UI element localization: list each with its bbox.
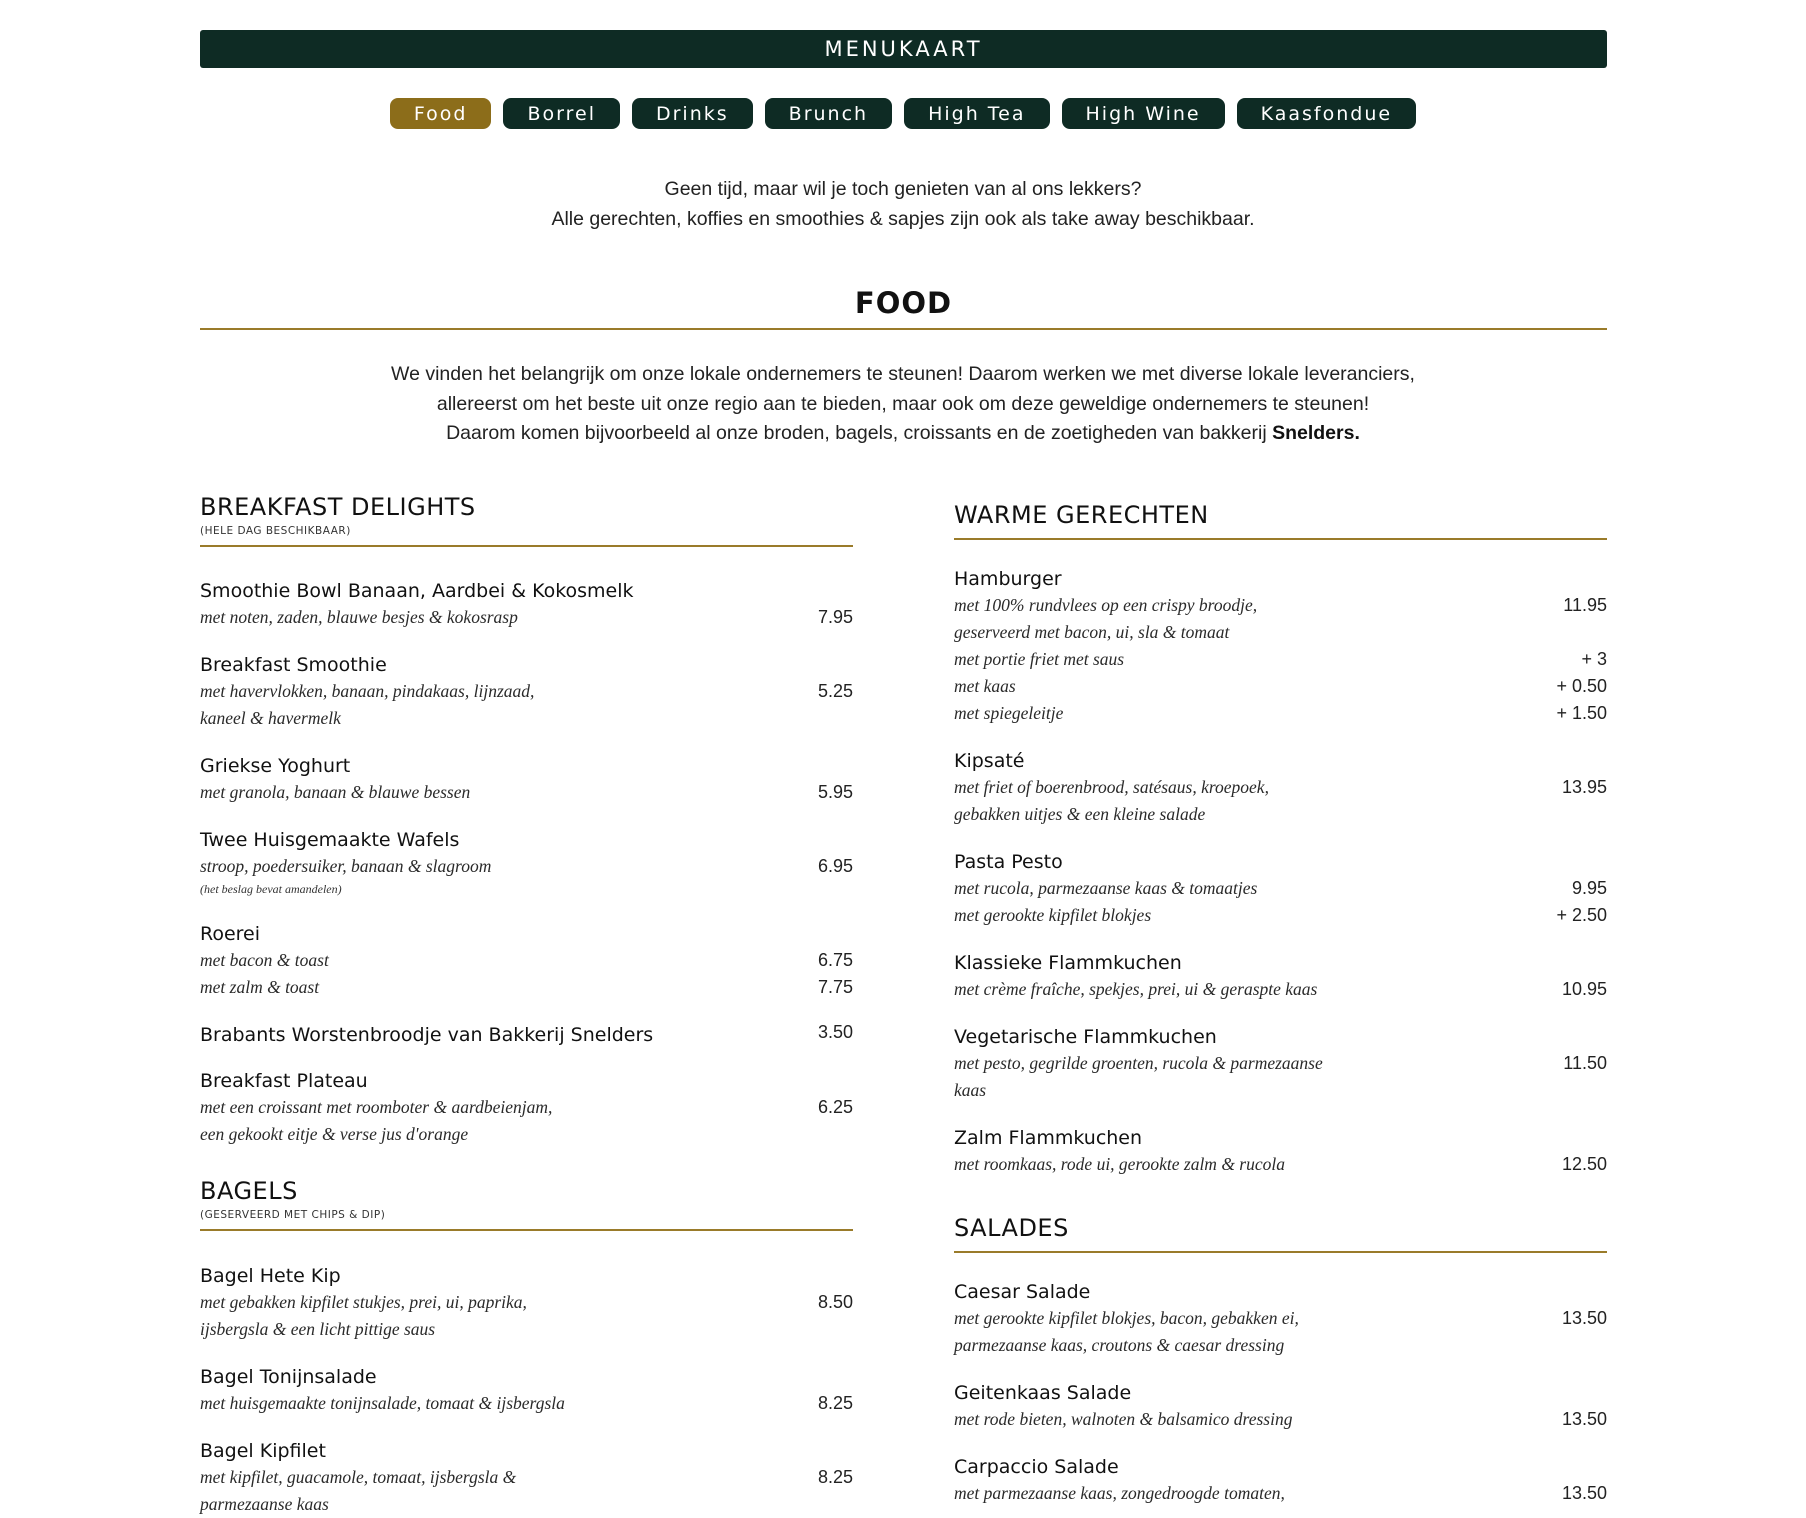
item-description [200,604,853,631]
item-price: 6.95 [817,856,853,876]
item-name: Smoothie Bowl Banaan, Aardbei & Kokosmelk [200,580,634,602]
item-description [200,1464,853,1491]
item-desc-text: met gebakken kipfilet stukjes, prei, ui, paprika, [200,1292,527,1312]
tab-food[interactable]: Food [390,98,492,129]
item-name: Kipsaté [954,750,1025,772]
item-description [954,1050,1607,1077]
item-extra [954,673,1607,700]
section-intro [350,360,1456,449]
banner-title: MENUKAART [824,37,983,61]
intro-line-2: Alle gerechten, koffies en smoothies & sapjes zijn ook als take away beschikbaar. [551,208,1255,230]
item-price: 13.95 [1561,777,1607,797]
item-description [954,1406,1607,1433]
item-name: Roerei [200,923,261,945]
item-price: 5.25 [817,681,853,701]
extra-text: met kaas [954,676,1016,696]
item-description-2: kaneel & havermelk [200,708,341,728]
category-title: SALADES [954,1214,1069,1242]
item-description-2: gebakken uitjes & een kleine salade [954,804,1206,824]
item-description [954,1305,1607,1332]
item-name: Vegetarische Flammkuchen [954,1026,1217,1048]
menu-item [954,748,1607,828]
menu-item [200,578,853,631]
item-name: Pasta Pesto [954,851,1063,873]
menu-item [954,950,1607,1003]
item-description [200,853,853,880]
category-title: BAGELS [200,1177,298,1205]
category-bagels [200,1176,853,1231]
item-desc-text: met huisgemaakte tonijnsalade, tomaat & ijsbergsla [200,1393,565,1413]
menu-item [200,1263,853,1343]
item-description-2: geserveerd met bacon, ui, sla & tomaat [954,622,1230,642]
section-intro-line-2: allereerst om het beste uit onze regio aan te bieden, maar ook om deze geweldige ondernemers te steunen! [436,392,1370,415]
tab-brunch[interactable]: Brunch [765,98,892,129]
section-divider [200,328,1607,330]
item-description [954,976,1607,1003]
item-description [200,947,853,974]
item-name: Griekse Yoghurt [200,755,351,777]
item-desc-text: met kipfilet, guacamole, tomaat, ijsbergsla & [200,1467,517,1487]
item-description-2: parmezaanse kaas [200,1494,329,1514]
menu-item [954,1024,1607,1104]
menu-item [954,1454,1607,1507]
item-desc-text: met zalm & toast [200,977,320,997]
category-divider [200,1229,853,1231]
section-intro-line-1: We vinden het belangrijk om onze lokale ondernemers te steunen! Daarom werken we met diverse lokale leveranciers, [391,363,1415,385]
take-away-intro [300,174,1506,234]
item-name: Brabants Worstenbroodje van Bakkerij Snelders [200,1024,654,1046]
item-note: (het beslag bevat amandelen) [200,882,342,896]
item-extra [954,700,1607,727]
item-price: 6.75 [817,950,853,970]
item-description-2: ijsbergsla & een licht pittige saus [200,1319,436,1339]
item-description-2: een gekookt eitje & verse jus d'orange [200,1124,469,1144]
item-name: Bagel Hete Kip [200,1265,341,1287]
item-name: Klassieke Flammkuchen [954,952,1182,974]
item-price: 7.95 [817,607,853,627]
item-desc-text: met gerookte kipfilet blokjes, bacon, gebakken ei, [954,1308,1299,1328]
menu-item [200,652,853,732]
item-description [200,779,853,806]
item-name-row [200,1022,853,1048]
item-name: Caesar Salade [954,1281,1091,1303]
extra-text: met spiegeleitje [954,703,1064,723]
item-description [200,1390,853,1417]
item-price: 8.25 [817,1393,853,1413]
item-description [954,1480,1607,1507]
category-subtitle: (GESERVEERD MET CHIPS & DIP) [200,1209,386,1221]
item-price: 10.95 [1561,979,1607,999]
item-price: 11.95 [1563,595,1607,615]
item-desc-text: met pesto, gegrilde groenten, rucola & parmezaanse [954,1053,1323,1073]
menu-item [200,827,853,898]
item-name: Breakfast Plateau [200,1070,368,1092]
category-salades [954,1213,1607,1253]
item-description [954,1151,1607,1178]
category-breakfast [200,492,853,547]
item-name: Zalm Flammkuchen [954,1127,1143,1149]
menu-item [200,1022,853,1048]
item-desc-text: met 100% rundvlees op een crispy broodje, [954,595,1258,615]
menu-item [200,1068,853,1148]
item-price: 12.50 [1561,1154,1607,1174]
tab-kaasfondue[interactable]: Kaasfondue [1237,98,1416,129]
item-price: 9.95 [1571,878,1607,898]
section-intro-line-3 [350,419,1456,449]
menu-item [954,566,1607,727]
item-desc-text: met rode bieten, walnoten & balsamico dressing [954,1409,1293,1429]
menu-item [954,1380,1607,1433]
category-subtitle: (HELE DAG BESCHIKBAAR) [200,525,351,537]
menu-item [954,1125,1607,1178]
category-title: WARME GERECHTEN [954,501,1209,529]
item-desc-text: met parmezaanse kaas, zongedroogde tomaten, [954,1483,1285,1503]
item-price-2: + 2.50 [1556,905,1607,925]
tab-borrel[interactable]: Borrel [503,98,620,129]
item-price: 11.50 [1563,1053,1607,1073]
item-description [200,678,853,705]
menu-item [954,1279,1607,1359]
extra-price: + 0.50 [1556,676,1607,696]
item-price: 13.50 [1561,1308,1607,1328]
item-price: 8.25 [817,1467,853,1487]
item-name: Twee Huisgemaakte Wafels [200,829,460,851]
extra-price: + 1.50 [1556,703,1607,723]
item-desc-text: met crème fraîche, spekjes, prei, ui & geraspte kaas [954,979,1318,999]
item-desc-text: met bacon & toast [200,950,329,970]
menu-item [200,921,853,1001]
tab-high-tea[interactable]: High Tea [904,98,1049,129]
section-title: FOOD [854,286,953,320]
item-price: 8.50 [817,1292,853,1312]
menukaart-banner [200,30,1607,68]
menu-item [200,1438,853,1518]
item-description-2 [200,974,853,1001]
tab-high-wine[interactable]: High Wine [1062,98,1225,129]
item-price-2: 7.75 [817,977,853,997]
item-description [954,875,1607,902]
extra-price: + 3 [1581,649,1607,669]
item-desc-text: met granola, banaan & blauwe bessen [200,782,471,802]
tab-drinks[interactable]: Drinks [632,98,753,129]
intro-line-1: Geen tijd, maar wil je toch genieten van al ons lekkers? [664,178,1142,200]
item-price: 13.50 [1561,1409,1607,1429]
item-desc-text: met roomkaas, rode ui, gerookte zalm & rucola [954,1154,1285,1174]
item-name: Bagel Kipfilet [200,1440,326,1462]
item-desc-text: met gerookte kipfilet blokjes [954,905,1152,925]
item-description [954,592,1607,619]
item-description-2: kaas [954,1080,987,1100]
category-divider [954,1251,1607,1253]
item-name: Hamburger [954,568,1062,590]
item-extra [954,646,1607,673]
section-intro-line-3-text: Daarom komen bijvoorbeeld al onze broden, bagels, croissants en de zoetigheden van bakkerij [446,422,1273,444]
item-price: 3.50 [817,1022,853,1042]
category-divider [954,538,1607,540]
item-description-2 [954,902,1607,929]
item-description [954,774,1607,801]
menu-item [954,849,1607,929]
menu-tabs [0,98,1806,129]
category-divider [200,545,853,547]
category-title: BREAKFAST DELIGHTS [200,493,476,521]
menu-item [200,1364,853,1417]
item-desc-text: met rucola, parmezaanse kaas & tomaatjes [954,878,1258,898]
item-name: Breakfast Smoothie [200,654,387,676]
item-desc-text: met friet of boerenbrood, satésaus, kroepoek, [954,777,1269,797]
bakery-name: Snelders. [1272,422,1360,444]
item-description-2: parmezaanse kaas, croutons & caesar dressing [954,1335,1285,1355]
item-name: Geitenkaas Salade [954,1382,1132,1404]
item-description [200,1094,853,1121]
item-desc-text: stroop, poedersuiker, banaan & slagroom [200,856,492,876]
item-price: 6.25 [817,1097,853,1117]
item-description [200,1289,853,1316]
item-desc-text: met noten, zaden, blauwe besjes & kokosrasp [200,607,518,627]
category-warme-gerechten [954,500,1607,540]
menu-item [200,753,853,806]
item-desc-text: met havervlokken, banaan, pindakaas, lijnzaad, [200,681,535,701]
extra-text: met portie friet met saus [954,649,1125,669]
item-price: 5.95 [817,782,853,802]
item-desc-text: met een croissant met roomboter & aardbeienjam, [200,1097,553,1117]
item-price: 13.50 [1561,1483,1607,1503]
item-name: Carpaccio Salade [954,1456,1119,1478]
item-name: Bagel Tonijnsalade [200,1366,377,1388]
